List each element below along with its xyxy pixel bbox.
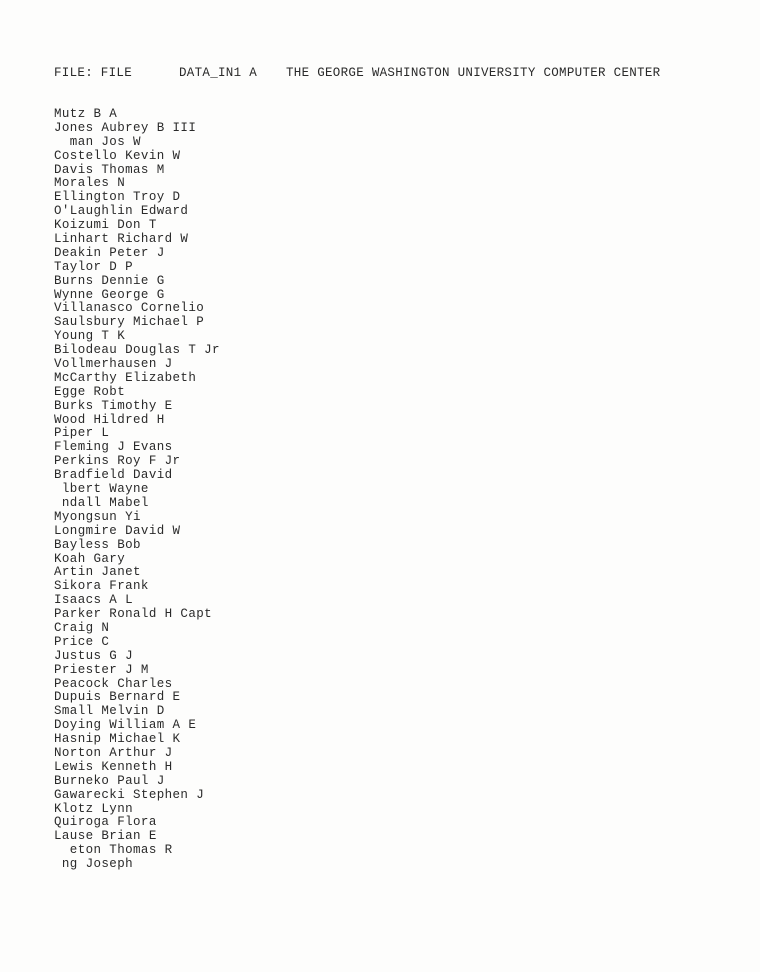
list-item: Ellington Troy D: [54, 190, 181, 205]
list-item: Bilodeau Douglas T Jr: [54, 343, 220, 358]
list-item: Longmire David W: [54, 523, 181, 538]
list-item: Mutz B A: [54, 107, 118, 121]
list-item: Norton Arthur J: [54, 745, 173, 760]
list-item: Wynne George G: [54, 287, 165, 302]
list-item: Craig N: [54, 620, 110, 635]
list-item: Priester J M: [54, 662, 149, 677]
list-item: Peacock Charles: [54, 676, 173, 691]
list-item: ng Joseph: [54, 857, 134, 872]
list-item: Hasnip Michael K: [54, 732, 181, 747]
file-label: FILE: FILE: [54, 66, 133, 80]
list-item: Linhart Richard W: [54, 232, 189, 247]
list-item: Dupuis Bernard E: [54, 690, 181, 705]
list-item: Burns Dennie G: [54, 273, 165, 288]
page-header: [54, 66, 660, 80]
list-item: Small Melvin D: [54, 704, 165, 719]
name-list: [54, 108, 220, 872]
list-item: Wood Hildred H: [54, 412, 165, 427]
list-item: Parker Ronald H Capt: [54, 607, 213, 622]
list-item: Egge Robt: [54, 384, 126, 399]
list-item: O'Laughlin Edward: [54, 204, 189, 219]
list-item: Myongsun Yi: [54, 509, 141, 524]
list-item: Villanasco Cornelio: [54, 301, 205, 316]
list-item: Koizumi Don T: [54, 218, 157, 233]
list-item: Justus G J: [54, 648, 134, 663]
list-item: Costello Kevin W: [54, 148, 181, 163]
list-item: lbert Wayne: [54, 482, 149, 497]
list-item: Taylor D P: [54, 259, 134, 274]
list-item: Lewis Kenneth H: [54, 759, 173, 774]
list-item: Doying William A E: [54, 718, 197, 733]
list-item: Davis Thomas M: [54, 162, 165, 177]
list-item: man Jos W: [54, 134, 141, 149]
list-item: Bayless Bob: [54, 537, 141, 552]
list-item: Burks Timothy E: [54, 398, 173, 413]
list-item: Perkins Roy F Jr: [54, 454, 181, 469]
list-item: Sikora Frank: [54, 579, 149, 594]
list-item: Jones Aubrey B III: [54, 120, 197, 135]
list-item: Vollmerhausen J: [54, 357, 173, 372]
list-item: ndall Mabel: [54, 495, 149, 510]
list-item: Deakin Peter J: [54, 245, 165, 260]
dataset-name: DATA_IN1 A: [179, 66, 258, 80]
list-item: McCarthy Elizabeth: [54, 370, 197, 385]
list-item: Bradfield David: [54, 468, 173, 483]
list-item: Fleming J Evans: [54, 440, 173, 455]
list-item: Koah Gary: [54, 551, 126, 566]
list-item: Price C: [54, 634, 110, 649]
list-item: Piper L: [54, 426, 110, 441]
list-item: Lause Brian E: [54, 829, 157, 844]
list-item: Artin Janet: [54, 565, 141, 580]
list-item: Klotz Lynn: [54, 801, 134, 816]
list-item: Burneko Paul J: [54, 773, 165, 788]
organization-name: THE GEORGE WASHINGTON UNIVERSITY COMPUTER CENTER: [286, 66, 661, 80]
list-item: Isaacs A L: [54, 593, 134, 608]
list-item: Quiroga Flora: [54, 815, 157, 830]
list-item: eton Thomas R: [54, 843, 173, 858]
list-item: Saulsbury Michael P: [54, 315, 205, 330]
list-item: Young T K: [54, 329, 126, 344]
list-item: Morales N: [54, 176, 126, 191]
list-item: Gawarecki Stephen J: [54, 787, 205, 802]
